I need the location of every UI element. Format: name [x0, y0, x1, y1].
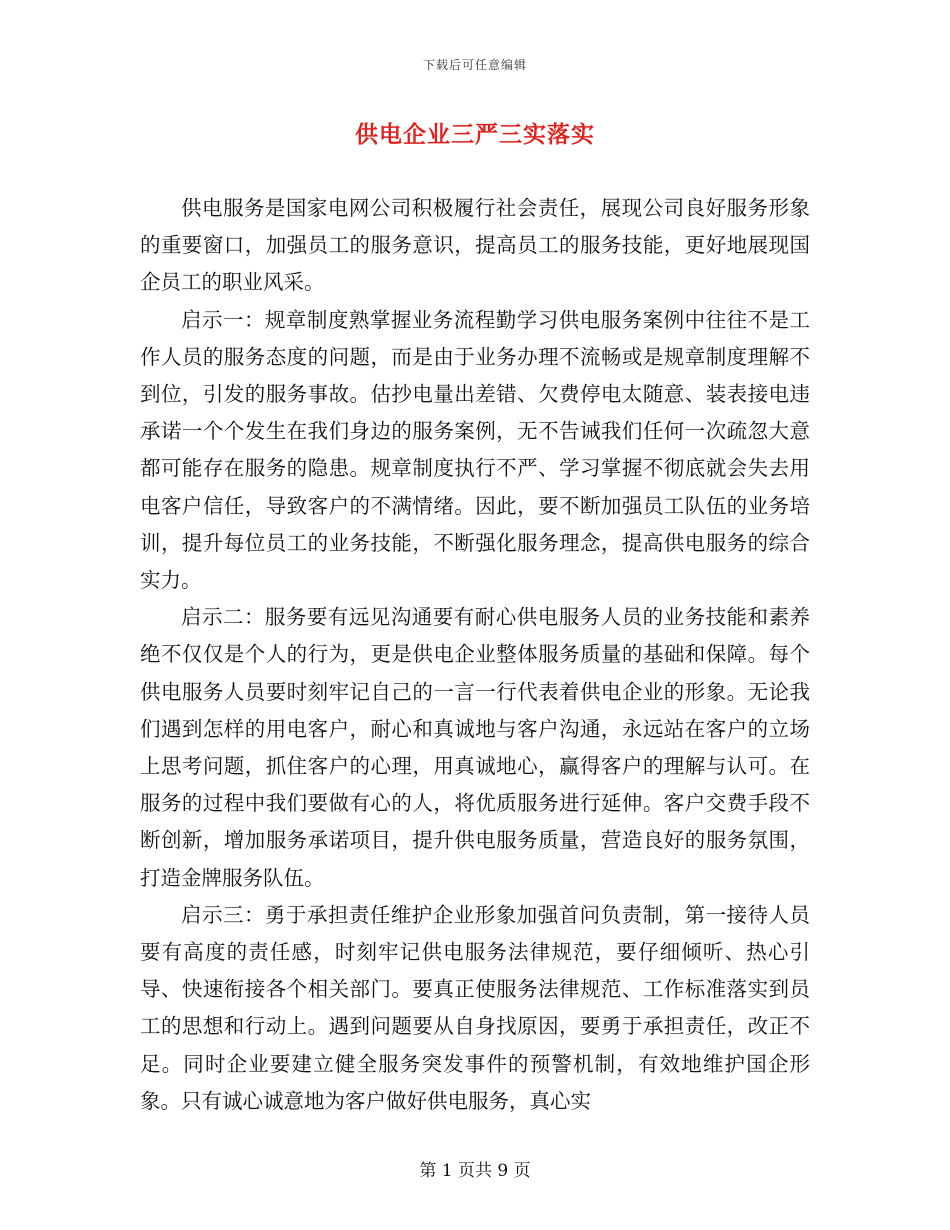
- header-note: 下载后可任意编辑: [422, 58, 527, 72]
- document-title: 供电企业三严三实落实: [355, 121, 595, 148]
- paragraph-insight-1: 启示一：规章制度熟掌握业务流程勤学习供电服务案例中往往不是工作人员的服务态度的问题，而是由于业务办理不流畅或是规章制度理解不到位，引发的服务事故。估抄电量出差错、欠费停电太随意、装表接电违承诺一个个发生在我们身边的服务案例，无不告诫我们任何一次疏忽大意都可能存在服务的隐患。规章制度执行不严、学习掌握不彻底就会失去用电客户信任，导致客户的不满情绪。因此，要不断加强员工队伍的业务培训，提升每位员工的业务技能，不断强化服务理念，提高供电服务的综合实力。: [140, 307, 810, 593]
- paragraph-intro: 供电服务是国家电网公司积极履行社会责任，展现公司良好服务形象的重要窗口，加强员工的服务意识，提高员工的服务技能，更好地展现国企员工的职业风采。: [140, 196, 810, 295]
- page-number: 第 1 页共 9 页: [419, 1161, 531, 1181]
- paragraph-insight-2: 启示二：服务要有远见沟通要有耐心供电服务人员的业务技能和素养绝不仅仅是个人的行为，更是供电企业整体服务质量的基础和保障。每个供电服务人员要时刻牢记自己的一言一行代表着供电企业的形象。无论我们遇到怎样的用电客户，耐心和真诚地与客户沟通，永远站在客户的立场上思考问题，抓住客户的心理，用真诚地心，赢得客户的理解与认可。在服务的过程中我们要做有心的人，将优质服务进行延伸。客户交费手段不断创新，增加服务承诺项目，提升供电服务质量，营造良好的服务氛围，打造金牌服务队伍。: [140, 605, 810, 890]
- document-body: [140, 190, 810, 1120]
- paragraph-insight-3: 启示三：勇于承担责任维护企业形象加强首问负责制，第一接待人员要有高度的责任感，时刻牢记供电服务法律规范，要仔细倾听、热心引导、快速衔接各个相关部门。要真正使服务法律规范、工作标准落实到员工的思想和行动上。遇到问题要从自身找原因，要勇于承担责任，改正不足。同时企业要建立健全服务突发事件的预警机制，有效地维护国企形象。只有诚心诚意地为客户做好供电服务，真心实: [140, 902, 810, 1113]
